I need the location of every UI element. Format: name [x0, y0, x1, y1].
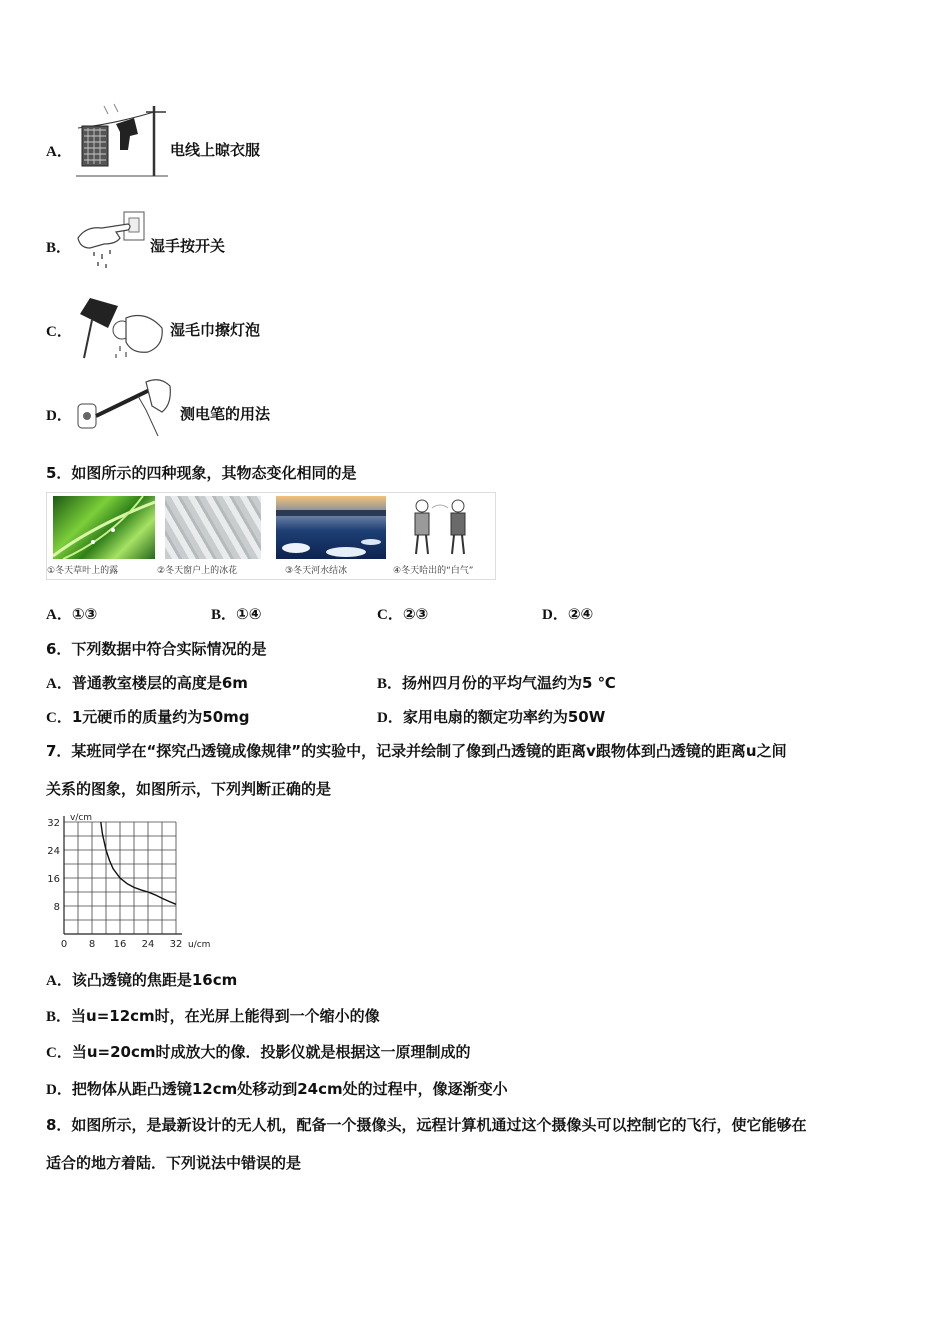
lens-distance-chart: [40, 808, 220, 954]
option-letter: D．: [46, 408, 72, 424]
option-letter: B．: [46, 240, 72, 256]
wet-hand-switch-illustration: [76, 208, 148, 272]
q6-option-b: B．扬州四月份的平均气温约为5 ℃: [377, 674, 616, 692]
q6-option-c: C．1元硬币的质量约为50mg: [46, 708, 250, 726]
q8-stem-line2: 适合的地方着陆．下列说法中错误的是: [46, 1154, 302, 1172]
ice-flowers-window-photo: [165, 496, 261, 559]
q7-option-a: A．该凸透镜的焦距是16cm: [46, 971, 238, 989]
q5-stem: 5．如图所示的四种现象，其物态变化相同的是: [46, 464, 357, 482]
q7-option-b: B．当u=12cm时，在光屏上能得到一个缩小的像: [46, 1007, 380, 1025]
option-letter: C．: [46, 324, 72, 340]
q5-image-strip: [46, 492, 496, 580]
wet-towel-bulb-illustration: [74, 294, 168, 364]
q6-option-d: D．家用电扇的额定功率约为50W: [377, 708, 606, 726]
q5-option-d: D．②④: [542, 605, 594, 623]
x-tick-label: 16: [113, 939, 127, 950]
image-caption: ①冬天草叶上的露: [47, 566, 119, 576]
q7-stem-line2: 关系的图象，如图所示，下列判断正确的是: [46, 780, 332, 798]
frozen-river-photo: [276, 496, 386, 559]
y-axis-label: v/cm: [70, 813, 93, 823]
q5-option-a: A．①③: [46, 605, 98, 623]
q5-options: [46, 604, 646, 626]
clothes-on-wire-illustration: [74, 102, 170, 180]
q7-stem-line1: 7．某班同学在“探究凸透镜成像规律”的实验中，记录并绘制了像到凸透镜的距离v跟物体到凸透镜的距离u之间: [46, 742, 787, 760]
q8-stem-line1: 8．如图所示，是最新设计的无人机，配备一个摄像头，远程计算机通过这个摄像头可以控制它的飞行，使它能够在: [46, 1116, 807, 1134]
y-tick-label: 32: [47, 818, 60, 829]
x-tick-label: 24: [141, 939, 155, 950]
white-breath-illustration: [402, 496, 482, 559]
q5-option-c: C．②③: [377, 605, 429, 623]
test-pen-illustration: [76, 376, 176, 440]
image-caption: ③冬天河水结冰: [285, 566, 348, 576]
x-tick-label: 8: [88, 939, 96, 950]
x-tick-label: 0: [60, 939, 68, 950]
y-tick-label: 16: [47, 874, 60, 885]
image-caption: ②冬天窗户上的冰花: [157, 566, 238, 576]
y-tick-label: 24: [47, 846, 60, 857]
x-tick-label: 32: [169, 939, 183, 950]
dew-on-grass-photo: [53, 496, 155, 559]
q5-option-b: B．①④: [211, 605, 262, 623]
q7-option-d: D．把物体从距凸透镜12cm处移动到24cm处的过程中，像逐渐变小: [46, 1080, 508, 1098]
option-text: 湿毛巾擦灯泡: [170, 321, 261, 339]
x-axis-label: u/cm: [188, 940, 211, 950]
image-caption: ④冬天哈出的“白气”: [393, 566, 474, 576]
option-text: 电线上晾衣服: [170, 141, 261, 159]
q6-option-a: A．普通教室楼层的高度是6m: [46, 674, 248, 692]
q6-stem: 6．下列数据中符合实际情况的是: [46, 640, 267, 658]
q7-option-c: C．当u=20cm时成放大的像．投影仪就是根据这一原理制成的: [46, 1043, 471, 1061]
option-letter: A．: [46, 144, 72, 160]
y-tick-label: 8: [53, 902, 60, 913]
option-text: 湿手按开关: [150, 237, 226, 255]
option-text: 测电笔的用法: [180, 405, 271, 423]
